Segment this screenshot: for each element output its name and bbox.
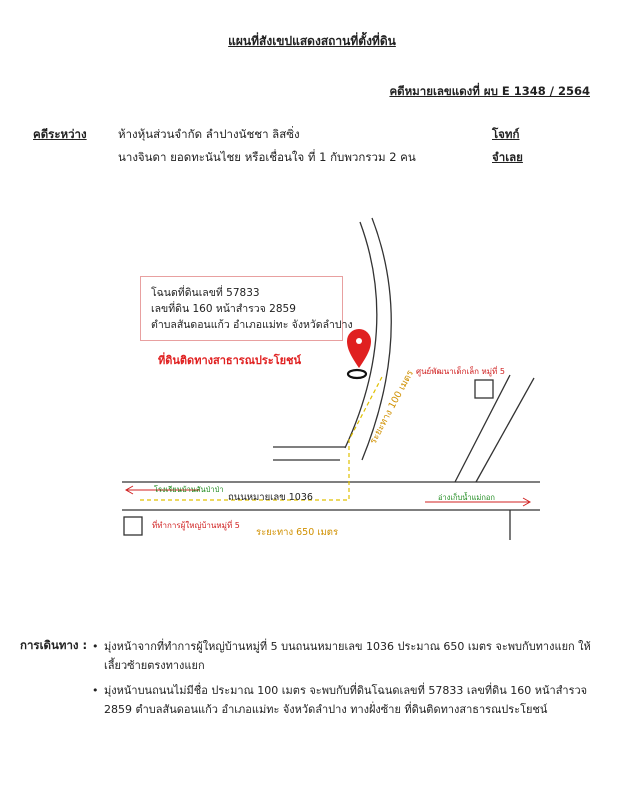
public-land-note: ที่ดินติดทางสาธารณประโยชน์ — [158, 354, 302, 367]
village-office-label: ที่ทำการผู้ใหญ่บ้านหมู่ที่ 5 — [152, 521, 240, 530]
route-line — [140, 375, 383, 500]
case-number: คดีหมายเลขแดงที่ ผบ E 1348 / 2564 — [389, 84, 590, 98]
child-center-building — [475, 380, 493, 398]
defendant-role: จำเลย — [492, 150, 523, 164]
page-title: แผนที่สังเขปแสดงสถานที่ตั้งที่ดิน — [228, 34, 396, 48]
child-center-label: ศูนย์พัฒนาเด็กเล็ก หมู่ที่ 5 — [416, 367, 505, 376]
road-name-label: ถนนหมายเลข 1036 — [228, 492, 313, 503]
parties-label: คดีระหว่าง — [33, 127, 87, 141]
direction-step-1: • มุ่งหน้าจากที่ทำการผู้ใหญ่บ้านหมู่ที่ 5 บนถนนหมายเลข 1036 ประมาณ 650 เมตร จะพบกับทางแยก ให้เลี้ยวซ้ายตรงทางแยก — [92, 637, 592, 675]
directions-list — [92, 637, 592, 719]
plaintiff-role: โจทก์ — [492, 127, 520, 141]
deed-number: โฉนดที่ดินเลขที่ 57833 — [151, 287, 260, 299]
distance-650-label: ระยะทาง 650 เมตร — [256, 527, 339, 538]
land-number: เลขที่ดิน 160 หน้าสำรวจ 2859 — [151, 303, 296, 315]
directions-label: การเดินทาง : — [20, 638, 88, 652]
school-label: โรงเรียนบ้านสันป่าป่า — [154, 485, 224, 494]
deed-info-box — [140, 276, 353, 341]
direction-step-2: • มุ่งหน้าบนถนนไม่มีชื่อ ประมาณ 100 เมตร จะพบกับที่ดินโฉนดเลขที่ 57833 เลขที่ดิน 160 หน้าสำรวจ 2859 ตำบลสันดอนแก้ว อำเภอแม่ทะ จังหวัดลำปาง ทางฝั่งซ้าย ที่ดินติดทางสาธารณประโยชน์ — [92, 681, 592, 719]
distance-100-label: ระยะทาง 100 เมตร — [367, 368, 417, 447]
village-office-building — [124, 517, 142, 535]
location-pin-icon — [347, 329, 371, 378]
plaintiff-name: ห้างหุ้นส่วนจำกัด ลำปางนัชชา ลิสซิ่ง — [118, 127, 300, 141]
land-location: ตำบลสันดอนแก้ว อำเภอแม่ทะ จังหวัดลำปาง — [151, 319, 353, 331]
reservoir-label: อ่างเก็บน้ำแม่กอก — [438, 493, 495, 502]
defendant-name: นางจินดา ยอดทะนันไชย หรือเชื่อนใจ ที่ 1 กับพวกรวม 2 คน — [118, 150, 416, 164]
